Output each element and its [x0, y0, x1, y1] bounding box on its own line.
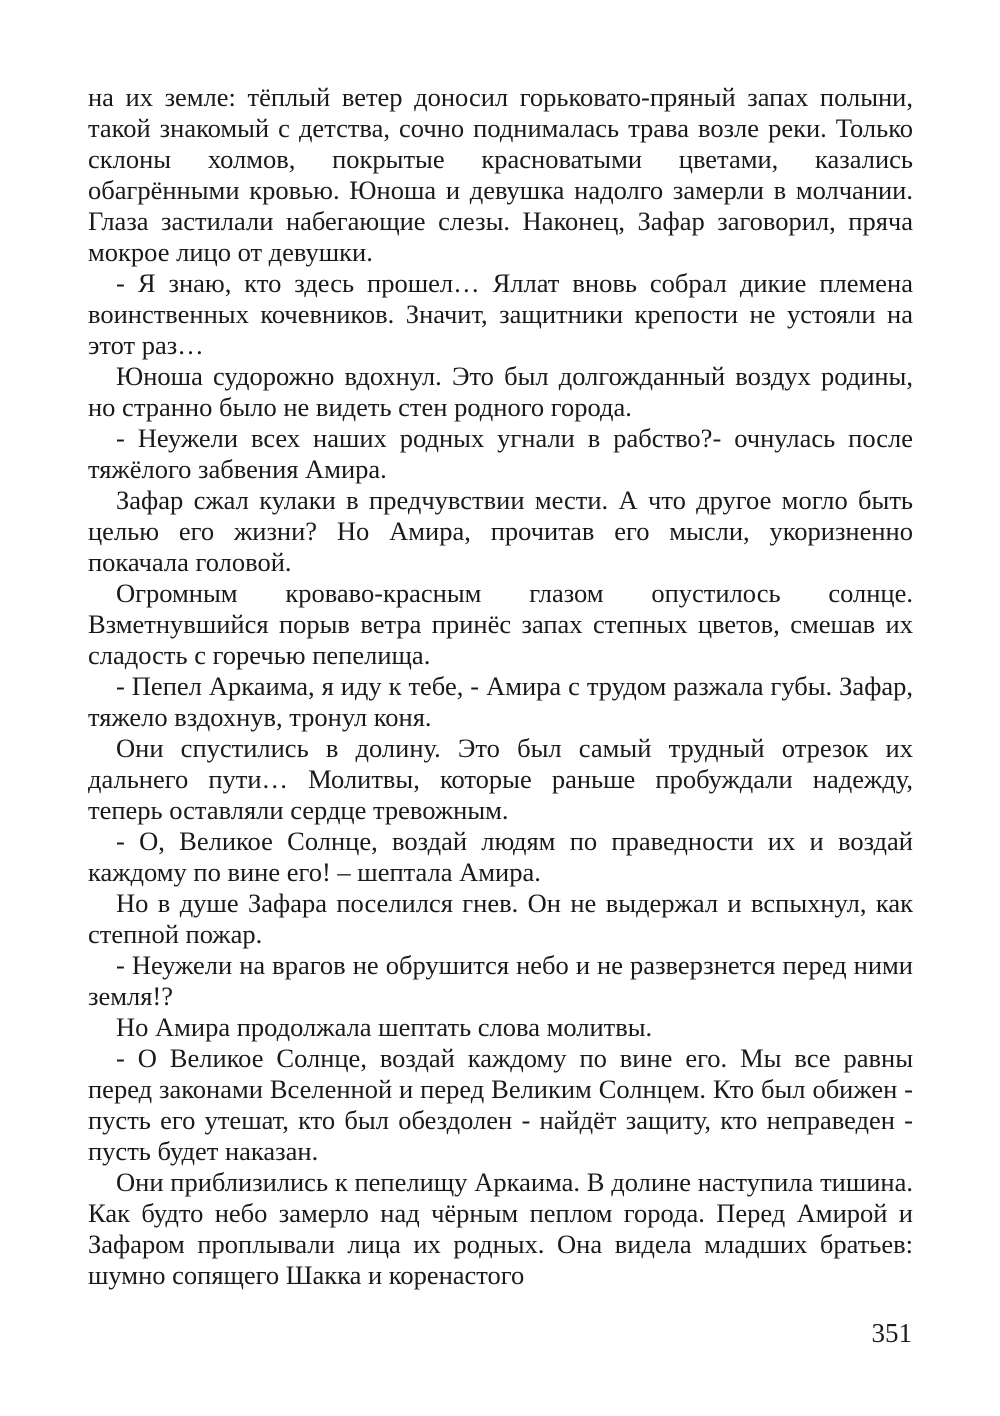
page-number: 351 — [871, 1318, 912, 1348]
page-body — [88, 82, 913, 1291]
paragraph: - О Великое Солнце, воздай каждому по вине его. Мы все равны перед законами Вселенной и перед Великим Солнцем. Кто был обижен - пусть его утешат, кто был обездолен - найдёт защиту, кто неправеден - пусть будет наказан. — [88, 1043, 913, 1166]
paragraph: Они спустились в долину. Это был самый трудный отрезок их дальнего пути… Молитвы, которые раньше пробуждали надежду, теперь оставляли сердце тревожным. — [88, 733, 913, 825]
paragraph: Юноша судорожно вдохнул. Это был долгожданный воздух родины, но странно было не видеть стен родного города. — [88, 361, 913, 422]
paragraph: - Я знаю, кто здесь прошел… Яллат вновь собрал дикие племена воинственных кочевников. Значит, защитники крепости не устояли на этот раз… — [88, 268, 913, 360]
paragraph: - Пепел Аркаима, я иду к тебе, - Амира с трудом разжала губы. Зафар, тяжело вздохнув, тронул коня. — [88, 671, 913, 732]
paragraph: Огромным кроваво-красным глазом опустилось солнце. Взметнувшийся порыв ветра принёс запах степных цветов, смешав их сладость с горечью пепелища. — [88, 578, 913, 670]
paragraph: Зафар сжал кулаки в предчувствии мести. А что другое могло быть целью его жизни? Но Амира, прочитав его мысли, укоризненно покачала головой. — [88, 485, 913, 577]
paragraph: - О, Великое Солнце, воздай людям по праведности их и воздай каждому по вине его! – шептала Амира. — [88, 826, 913, 887]
paragraph: Но в душе Зафара поселился гнев. Он не выдержал и вспыхнул, как степной пожар. — [88, 888, 913, 949]
paragraph: - Неужели всех наших родных угнали в рабство?- очнулась после тяжёлого забвения Амира. — [88, 423, 913, 484]
paragraph: Они приблизились к пепелищу Аркаима. В долине наступила тишина. Как будто небо замерло над чёрным пеплом города. Перед Амирой и Зафаром проплывали лица их родных. Она видела младших братьев: шумно сопящего Шакка и коренастого — [88, 1167, 913, 1290]
paragraph: на их земле: тёплый ветер доносил горьковато-пряный запах полыни, такой знакомый с детства, сочно поднималась трава возле реки. Только склоны холмов, покрытые красноватыми цветами, казались обагрёнными кровью. Юноша и девушка надолго замерли в молчании. Глаза застилали набегающие слезы. Наконец, Зафар заговорил, пряча мокрое лицо от девушки. — [88, 82, 913, 267]
paragraph: - Неужели на врагов не обрушится небо и не разверзнется перед ними земля!? — [88, 950, 913, 1011]
paragraph: Но Амира продолжала шептать слова молитвы. — [116, 1012, 653, 1042]
